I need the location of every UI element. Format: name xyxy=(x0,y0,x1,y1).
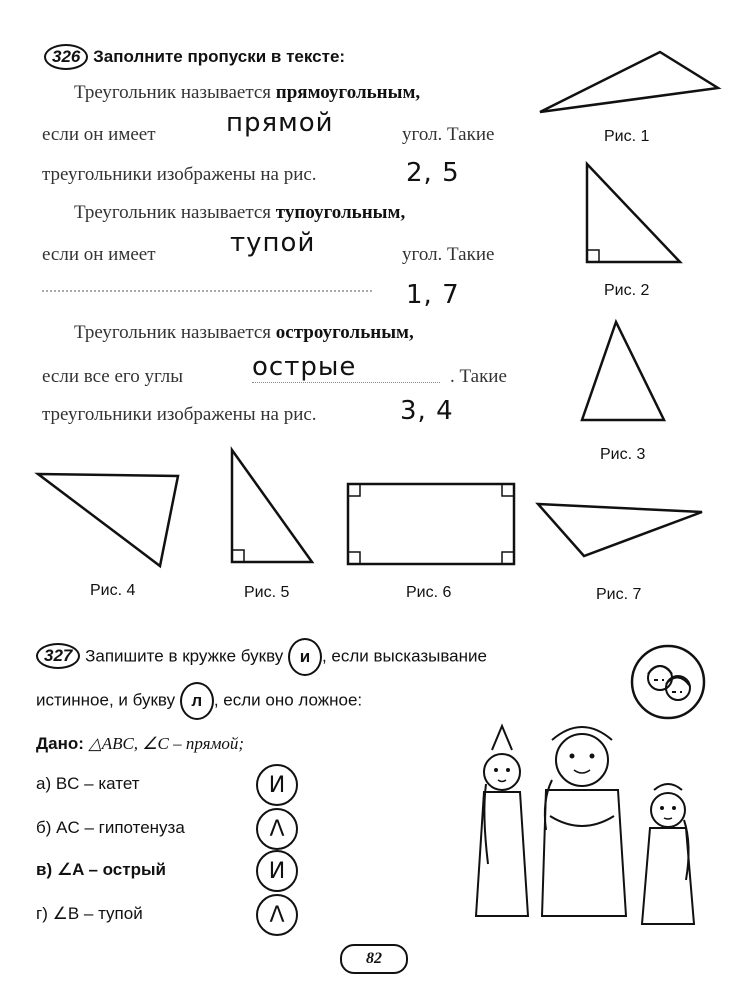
right-line-2-b: угол. Такие xyxy=(402,124,495,145)
item-b-answer[interactable]: Λ xyxy=(256,808,298,850)
item-a-label: а) BC – катет xyxy=(36,774,140,793)
fig3-triangle xyxy=(582,322,664,420)
answer-obtuse-figs: 1, 7 xyxy=(406,280,460,310)
item-d-answer[interactable]: Λ xyxy=(256,894,298,936)
portrait-medallion xyxy=(630,644,706,720)
fig4-triangle xyxy=(38,474,178,566)
acute-line-2-a: если все его углы xyxy=(42,366,184,387)
task-number: 326 xyxy=(44,44,88,70)
fig2-caption: Рис. 2 xyxy=(604,282,650,299)
fig6-rectangle xyxy=(348,484,514,564)
fig5-right-mark xyxy=(232,550,244,562)
fig5-caption: Рис. 5 xyxy=(244,584,290,601)
page-number: 82 xyxy=(340,944,408,974)
right-line-1: Треугольник называется прямоугольным, xyxy=(74,82,421,103)
task-number-327: 327 xyxy=(36,643,80,669)
right-line-3-a: треугольники изображены на рис. xyxy=(42,164,317,185)
fig7-triangle xyxy=(538,504,702,556)
acute-line-3-a: треугольники изображены на рис. xyxy=(42,404,317,425)
fig2-right-mark xyxy=(587,250,599,262)
fig1-triangle xyxy=(540,52,718,112)
fig6-mark-bl xyxy=(348,552,360,564)
letter-true-circle: и xyxy=(288,638,322,676)
answer-right-angle: прямой xyxy=(226,108,334,138)
task-327-line-1: 327 Запишите в кружке букву и , если высказывание xyxy=(36,638,487,676)
answer-acute-angles: острые xyxy=(252,352,357,382)
fig3-caption: Рис. 3 xyxy=(600,446,646,463)
fig2-triangle xyxy=(587,164,680,262)
answer-acute-figs: 3, 4 xyxy=(400,396,454,426)
obtuse-line-1: Треугольник называется тупоугольным, xyxy=(74,202,406,223)
task-title: Заполните пропуски в тексте: xyxy=(93,47,346,66)
fig7-caption: Рис. 7 xyxy=(596,586,642,603)
item-a-answer[interactable]: И xyxy=(256,764,298,806)
right-line-2-a: если он имеет xyxy=(42,124,156,145)
given-line: Дано: △ABC, ∠C – прямой; xyxy=(36,734,245,753)
task-327-line-2: истинное, и букву л , если оно ложное: xyxy=(36,682,362,720)
acute-line-1: Треугольник называется остроугольным, xyxy=(74,322,414,343)
fig6-mark-br xyxy=(502,552,514,564)
three-girls-illustration xyxy=(466,720,716,950)
letter-false-circle: л xyxy=(180,682,214,720)
item-d-label: г) ∠B – тупой xyxy=(36,904,143,923)
item-c-answer[interactable]: И xyxy=(256,850,298,892)
fig6-caption: Рис. 6 xyxy=(406,584,452,601)
answer-obtuse-angle: тупой xyxy=(230,228,316,258)
fig6-mark-tl xyxy=(348,484,360,496)
fig1-caption: Рис. 1 xyxy=(604,128,650,145)
obtuse-line-2-a: если он имеет xyxy=(42,244,156,265)
obtuse-line-2-b: угол. Такие xyxy=(402,244,495,265)
acute-line-2-b: . Такие xyxy=(450,366,507,387)
fig5-triangle xyxy=(232,450,312,562)
item-c-label: в) ∠A – острый xyxy=(36,860,166,879)
item-b-label: б) AC – гипотенуза xyxy=(36,818,185,837)
answer-right-figs: 2, 5 xyxy=(406,158,460,188)
fig6-mark-tr xyxy=(502,484,514,496)
fig4-caption: Рис. 4 xyxy=(90,582,136,599)
